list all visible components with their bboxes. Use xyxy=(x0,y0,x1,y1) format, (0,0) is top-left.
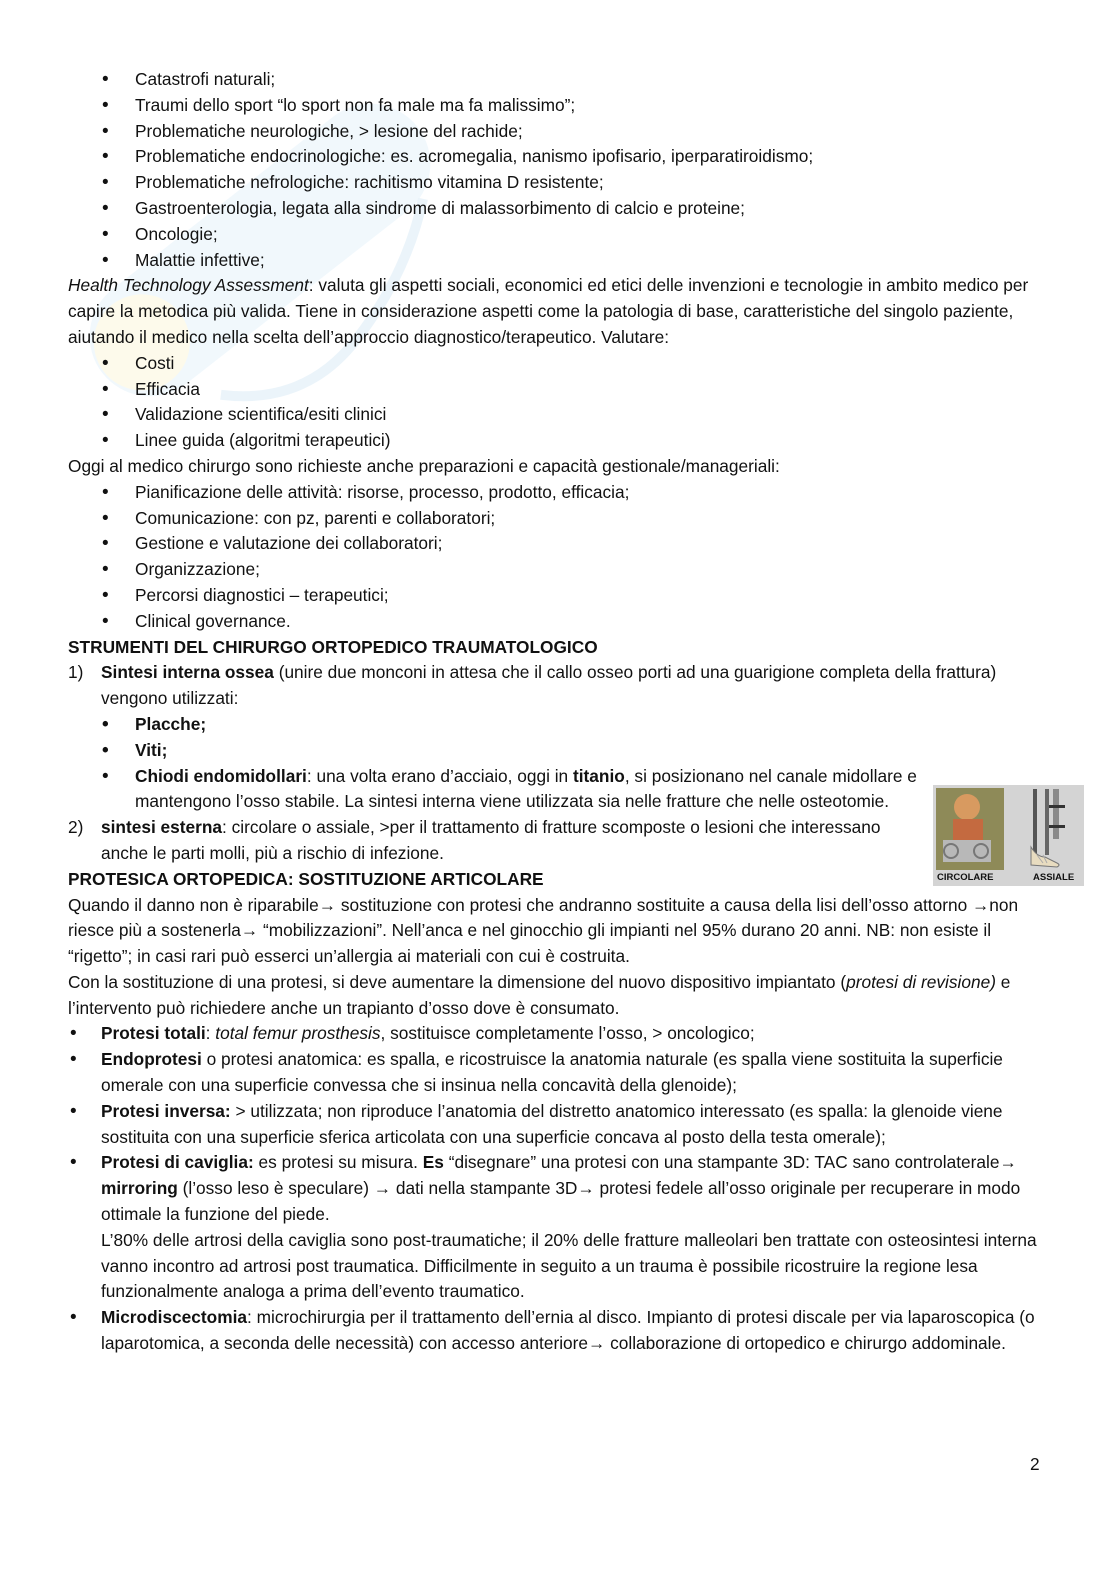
list-item-chiodi xyxy=(68,764,943,816)
arrow-icon: → xyxy=(999,1152,1017,1173)
text-run-italic: total femur prosthesis xyxy=(215,1023,381,1044)
list-item: • Problematiche neurologiche, > lesione del rachide; xyxy=(68,119,1053,145)
text-run: es protesi su misura. xyxy=(253,1152,423,1173)
list-item: • Pianificazione delle attività: risorse, processo, prodotto, efficacia; xyxy=(68,480,1053,506)
chiodi-text: : una volta erano d’acciaio, oggi in xyxy=(306,765,573,786)
text-run: Con la sostituzione di una protesi, si deve aumentare la dimensione del nuovo dispositivo impiantato ( xyxy=(68,971,847,992)
text-run: protesi fedele all’osso originale per recuperare in modo ottimale la funzione del piede. xyxy=(101,1178,1021,1225)
arrow-icon: → xyxy=(972,894,990,915)
list-item: • Oncologie; xyxy=(68,222,1053,248)
managerial-intro: Oggi al medico chirurgo sono richieste anche preparazioni e capacità gestionale/manageriali: xyxy=(68,455,780,476)
arrow-icon: → xyxy=(373,1178,392,1199)
list-item-endoprotesi xyxy=(68,1047,1053,1099)
item-title: Protesi di caviglia: xyxy=(101,1152,254,1173)
text-run: “disegnare” una protesi con una stampante 3D: TAC sano controlaterale xyxy=(443,1152,1000,1173)
list-item: • Problematiche endocrinologiche: es. acromegalia, nanismo ipofisario, iperparatiroidismo; xyxy=(68,144,1053,170)
list-item-protesi-inversa xyxy=(68,1099,1053,1151)
tool-number: 1) xyxy=(68,662,84,683)
list-item: • Percorsi diagnostici – terapeutici; xyxy=(68,583,1053,609)
causes-list xyxy=(68,67,1053,273)
text-run-italic: protesi di revisione) xyxy=(846,971,996,992)
hta-paragraph xyxy=(68,273,1053,350)
list-item-microdiscectomia xyxy=(68,1305,1053,1357)
item-title: Protesi inversa: xyxy=(101,1100,231,1121)
list-item-placche: • Placche; xyxy=(68,712,1053,738)
tool-item-1 xyxy=(68,660,1053,712)
text-run: o protesi anatomica: es spalla, e ricostruisce la anatomia naturale (es spalla viene sostituita la superficie omerale con una superficie convessa che si insinua nella concavità della glenoide); xyxy=(101,1049,1003,1096)
arrow-icon: → xyxy=(240,920,259,941)
list-item: • Comunicazione: con pz, parenti e collaboratori; xyxy=(68,506,1053,532)
prosthesis-paragraph-1 xyxy=(68,893,1053,970)
tool-title: sintesi esterna xyxy=(101,817,223,838)
tool-number: 2) xyxy=(68,817,84,838)
text-run: , sostituisce completamente l’osso, > oncologico; xyxy=(380,1023,755,1044)
list-item: • Gastroenterologia, legata alla sindrome di malassorbimento di calcio e proteine; xyxy=(68,196,1053,222)
figure-caption-assiale: ASSIALE xyxy=(1033,872,1075,883)
list-item: • Traumi dello sport “lo sport non fa male ma fa malissimo”; xyxy=(68,93,1053,119)
text-run: L’80% delle artrosi della caviglia sono post-traumatiche; il 20% delle fratture malleolari ben trattate con osteosintesi interna vanno incontro ad artrosi post traumatica. Difficilmente in seguito a un trauma è possibile ricostruire la regione lesa funzionalmente analoga a prima dell’evento traumatico. xyxy=(101,1229,1037,1302)
chiodi-title: Chiodi endomidollari xyxy=(135,765,307,786)
tool-title: Sintesi interna ossea xyxy=(101,662,274,683)
text-run: : xyxy=(205,1023,216,1044)
text-run: non riesce più a sostenerla xyxy=(68,894,1019,941)
arrow-icon: → xyxy=(577,1178,595,1199)
text-run: dati nella stampante 3D xyxy=(391,1178,578,1199)
figure-caption-circolare: CIRCOLARE xyxy=(937,872,994,883)
external-fixator-figure xyxy=(933,785,1084,886)
evaluate-list xyxy=(68,351,1053,454)
chiodi-bold: titanio xyxy=(572,765,625,786)
text-run: > utilizzata; non riproduce l’anatomia del distretto anatomico interessato (es spalla: la glenoide viene sostituita con una superficie sferica articolata con una superficie concava al posto della testa omerale); xyxy=(101,1100,1003,1147)
page-content xyxy=(68,67,1053,1357)
text-run: e l’intervento può richiedere anche un trapianto d’osso dove è consumato. xyxy=(68,971,1011,1018)
item-title: Protesi totali xyxy=(101,1023,206,1044)
tool-item-2 xyxy=(68,815,909,867)
text-run-bold: Es xyxy=(422,1152,444,1173)
text-run: collaborazione di ortopedico e chirurgo addominale. xyxy=(605,1333,1006,1354)
text-run: Quando il danno non è riparabile xyxy=(68,894,319,915)
tool-text: : circolare o assiale, >per il trattamento di fratture scomposte o lesioni che interessano anche le parti molli, più a rischio di infezione. xyxy=(101,817,881,863)
list-item: • Efficacia xyxy=(68,377,1053,403)
chiodi-text-2: , si posizionano nel canale midollare e mantengono l’osso stabile. La sintesi interna viene utilizzata sia nelle fratture che nelle osteotomie. xyxy=(135,765,917,812)
list-item: • Gestione e valutazione dei collaboratori; xyxy=(68,531,1053,557)
tool-text: (unire due monconi in attesa che il callo osseo porti ad una guarigione completa della frattura) vengono utilizzati: xyxy=(101,662,997,709)
list-item: • Clinical governance. xyxy=(68,609,1053,635)
section-heading-prosthesis: PROTESICA ORTOPEDICA: SOSTITUZIONE ARTICOLARE xyxy=(68,868,544,889)
list-item: • Problematiche nefrologiche: rachitismo vitamina D resistente; xyxy=(68,170,1053,196)
list-item: • Catastrofi naturali; xyxy=(68,67,1053,93)
arrow-icon: → xyxy=(318,894,337,915)
text-run-bold: mirroring xyxy=(101,1178,178,1199)
text-run: “mobilizzazioni”. Nell’anca e nel ginocchio gli impianti nel 95% durano 20 anni. NB: non esiste il “rigetto”; in casi rari può esserci un’allergia ai materiali con cui è costruita. xyxy=(68,920,992,967)
item-title: Endoprotesi xyxy=(101,1049,202,1070)
arrow-icon: → xyxy=(588,1333,606,1354)
managerial-list xyxy=(68,480,1053,635)
list-item: • Linee guida (algoritmi terapeutici) xyxy=(68,428,1053,454)
fixator-illustration-icon xyxy=(933,785,1084,886)
list-item: • Validazione scientifica/esiti clinici xyxy=(68,402,1053,428)
tool1-sublist xyxy=(68,712,1053,815)
list-item-protesi-totali xyxy=(68,1021,1053,1047)
list-item: • Costi xyxy=(68,351,1053,377)
prosthesis-paragraph-2 xyxy=(68,970,1053,1022)
list-item-protesi-caviglia xyxy=(68,1150,1053,1305)
hta-text: : valuta gli aspetti sociali, economici ed etici delle invenzioni e tecnologie in ambito medico per capire la metodica più valida. Tiene in considerazione aspetti come la patologia di base, caratteristiche del singolo paziente, aiutando il medico nella scelta dell’approccio diagnostico/terapeutico. Valutare: xyxy=(68,275,1029,347)
prosthesis-list xyxy=(68,1021,1053,1356)
text-run: : microchirurgia per il trattamento dell’ernia al disco. Impianto di protesi discale per via laparoscopica (o laparotomica, a seconda delle necessità) con accesso anteriore xyxy=(101,1307,1035,1354)
section-heading-tools: STRUMENTI DEL CHIRURGO ORTOPEDICO TRAUMATOLOGICO xyxy=(68,636,598,657)
text-run: sostituzione con protesi che andranno sostituite a causa della lisi dell’osso attorno xyxy=(336,894,972,915)
list-item: • Malattie infettive; xyxy=(68,248,1053,274)
text-run: (l’osso leso è speculare) xyxy=(177,1178,374,1199)
list-item-viti: • Viti; xyxy=(68,738,1053,764)
list-item: • Organizzazione; xyxy=(68,557,1053,583)
item-title: Microdiscectomia xyxy=(101,1307,247,1328)
page-number: 2 xyxy=(1030,1454,1040,1474)
hta-term: Health Technology Assessment xyxy=(68,275,309,296)
